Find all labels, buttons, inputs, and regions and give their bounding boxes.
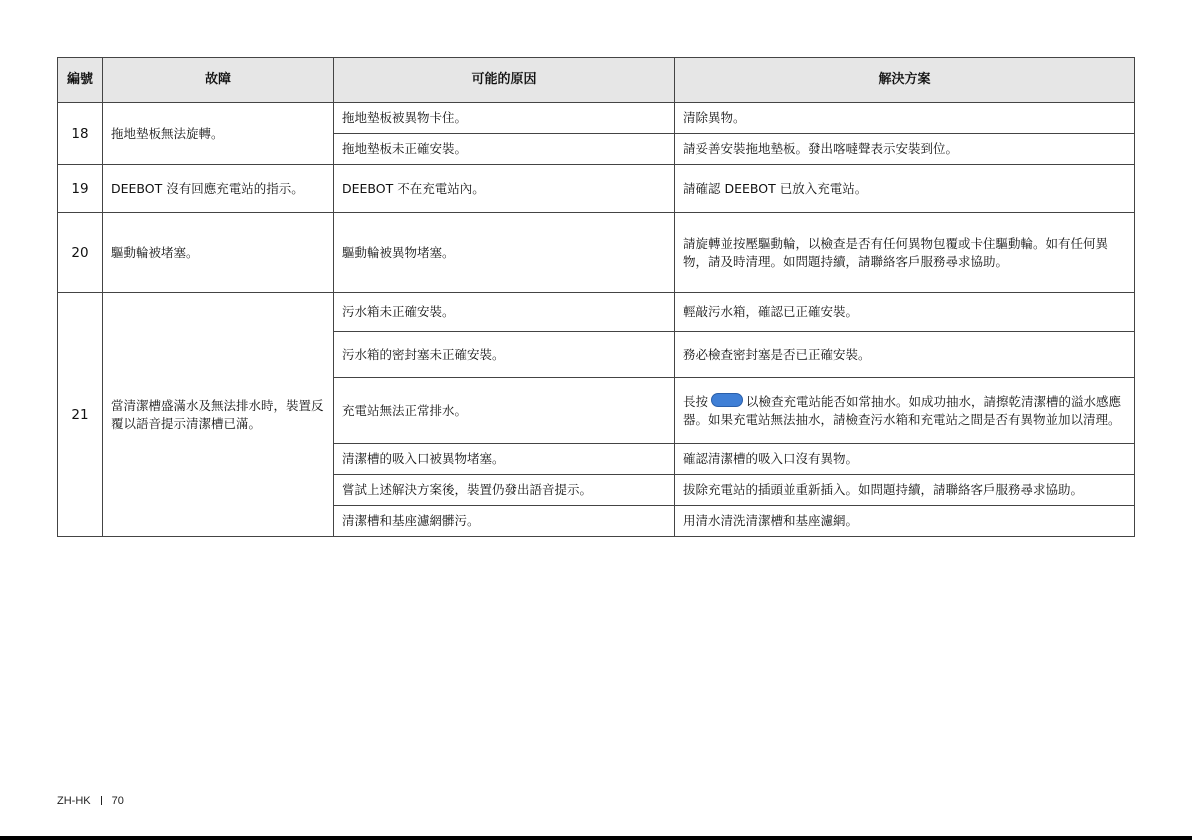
table-row: [58, 293, 1135, 332]
row-solution: 清除異物。: [675, 103, 1135, 134]
row-number: 20: [58, 213, 103, 293]
row-cause: 清潔槽和基座濾網髒污。: [334, 506, 675, 537]
row-fault: 驅動輪被堵塞。: [103, 213, 334, 293]
row-solution: 輕敲污水箱，確認已正確安裝。: [675, 293, 1135, 332]
row-fault: 當清潔槽盛滿水及無法排水時，裝置反覆以語音提示清潔槽已滿。: [103, 293, 334, 537]
row-cause: 驅動輪被異物堵塞。: [334, 213, 675, 293]
page-footer: [57, 795, 124, 807]
header-cause: 可能的原因: [334, 58, 675, 103]
troubleshooting-table: [57, 57, 1135, 537]
row-solution: 請確認 DEEBOT 已放入充電站。: [675, 165, 1135, 213]
row-cause: 拖地墊板被異物卡住。: [334, 103, 675, 134]
row-fault: DEEBOT 沒有回應充電站的指示。: [103, 165, 334, 213]
solution-text-before: 長按: [683, 393, 709, 409]
footer-page-number: 70: [111, 795, 124, 807]
table-row: [58, 213, 1135, 293]
row-fault: 拖地墊板無法旋轉。: [103, 103, 334, 165]
table-row: [58, 103, 1135, 134]
row-cause: 嘗試上述解決方案後，裝置仍發出語音提示。: [334, 475, 675, 506]
row-solution: 務必檢查密封塞是否已正確安裝。: [675, 332, 1135, 378]
row-solution: 拔除充電站的插頭並重新插入。如問題持續，請聯絡客戶服務尋求協助。: [675, 475, 1135, 506]
table-row: [58, 165, 1135, 213]
row-solution-with-icon: [675, 378, 1135, 444]
header-solution: 解決方案: [675, 58, 1135, 103]
pill-button-icon: [711, 393, 743, 407]
row-number: 18: [58, 103, 103, 165]
row-solution: 請旋轉並按壓驅動輪，以檢查是否有任何異物包覆或卡住驅動輪。如有任何異物，請及時清理。如問題持續，請聯絡客戶服務尋求協助。: [675, 213, 1135, 293]
row-cause: 清潔槽的吸入口被異物堵塞。: [334, 444, 675, 475]
row-solution: 確認清潔槽的吸入口沒有異物。: [675, 444, 1135, 475]
footer-language: ZH-HK: [57, 795, 91, 807]
row-number: 19: [58, 165, 103, 213]
header-fault: 故障: [103, 58, 334, 103]
row-solution: 請妥善安裝拖地墊板。發出喀噠聲表示安裝到位。: [675, 134, 1135, 165]
row-cause: 拖地墊板未正確安裝。: [334, 134, 675, 165]
table-header-row: [58, 58, 1135, 103]
solution-text-after: 以檢查充電站能否如常抽水。如成功抽水，請擦乾清潔槽的溢水感應器。如果充電站無法抽水，請檢查污水箱和充電站之間是否有異物並加以清理。: [683, 393, 1122, 427]
row-cause: 污水箱未正確安裝。: [334, 293, 675, 332]
row-cause: 充電站無法正常排水。: [334, 378, 675, 444]
row-cause: DEEBOT 不在充電站內。: [334, 165, 675, 213]
footer-divider: [101, 796, 102, 805]
bottom-rule: [0, 836, 1192, 840]
row-solution: 用清水清洗清潔槽和基座濾網。: [675, 506, 1135, 537]
row-cause: 污水箱的密封塞未正確安裝。: [334, 332, 675, 378]
row-number: 21: [58, 293, 103, 537]
header-number: 編號: [58, 58, 103, 103]
